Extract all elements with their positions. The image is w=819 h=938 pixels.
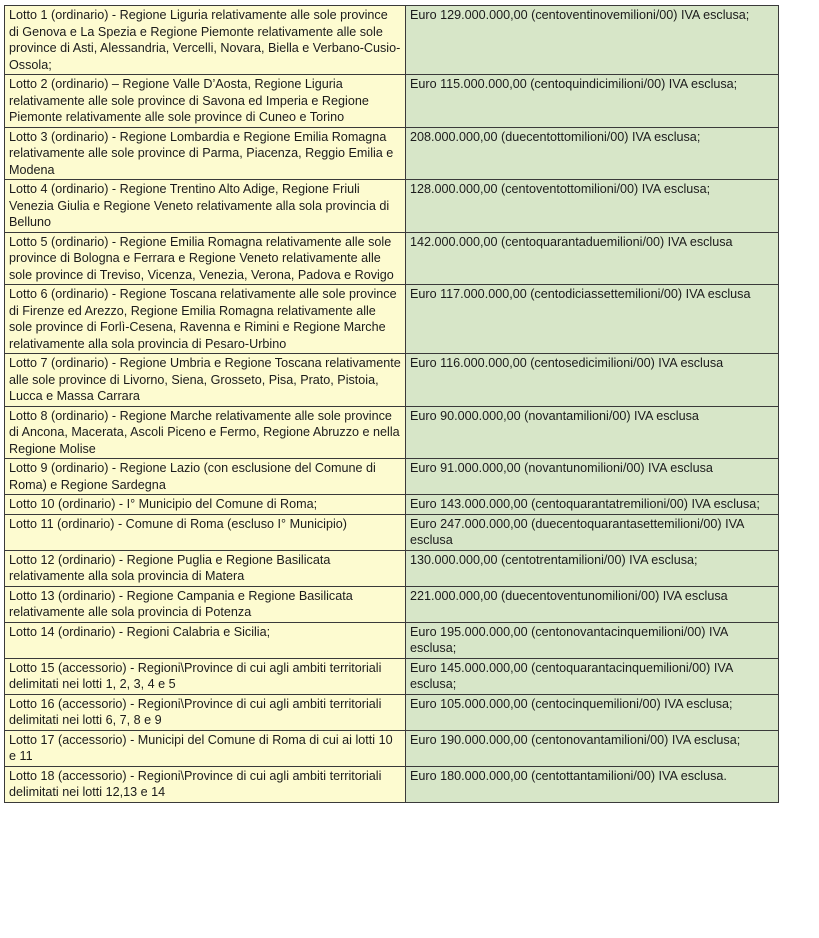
- table-row: [5, 127, 779, 180]
- table-row: [5, 232, 779, 285]
- table-row: [5, 766, 779, 802]
- lot-amount-cell: Euro 105.000.000,00 (centocinquemilioni/00) IVA esclusa;: [406, 694, 779, 730]
- lot-description-cell: Lotto 6 (ordinario) - Regione Toscana relativamente alle sole province di Firenze ed Arezzo, Regione Emilia Romagna relativamente alle sole province di Forlì-Cesena, Ravenna e Rimini e Regione Marche relativamente alla sola provincia di Pesaro-Urbino: [5, 285, 406, 354]
- lot-amount-cell: 130.000.000,00 (centotrentamilioni/00) IVA esclusa;: [406, 550, 779, 586]
- lot-description-cell: Lotto 8 (ordinario) - Regione Marche relativamente alle sole province di Ancona, Macerata, Ascoli Piceno e Fermo, Regione Abruzzo e nella Regione Molise: [5, 406, 406, 459]
- table-row: [5, 75, 779, 128]
- lot-description-cell: Lotto 1 (ordinario) - Regione Liguria relativamente alle sole province di Genova e La Spezia e Regione Piemonte relativamente alle sole province di Asti, Alessandria, Vercelli, Novara, Biella e Verbano-Cusio-Ossola;: [5, 6, 406, 75]
- lot-amount-cell: Euro 115.000.000,00 (centoquindicimilioni/00) IVA esclusa;: [406, 75, 779, 128]
- lot-description-cell: Lotto 10 (ordinario) - I° Municipio del Comune di Roma;: [5, 495, 406, 515]
- table-row: [5, 354, 779, 407]
- lot-description-cell: Lotto 18 (accessorio) - Regioni\Province di cui agli ambiti territoriali delimitati nei lotti 12,13 e 14: [5, 766, 406, 802]
- table-row: [5, 514, 779, 550]
- lot-amount-cell: Euro 116.000.000,00 (centosedicimilioni/00) IVA esclusa: [406, 354, 779, 407]
- lot-amount-cell: Euro 190.000.000,00 (centonovantamilioni/00) IVA esclusa;: [406, 730, 779, 766]
- lot-amount-cell: 128.000.000,00 (centoventottomilioni/00) IVA esclusa;: [406, 180, 779, 233]
- lot-amount-cell: 208.000.000,00 (duecentottomilioni/00) IVA esclusa;: [406, 127, 779, 180]
- table-row: [5, 730, 779, 766]
- table-row: [5, 459, 779, 495]
- lot-description-cell: Lotto 9 (ordinario) - Regione Lazio (con esclusione del Comune di Roma) e Regione Sardegna: [5, 459, 406, 495]
- table-row: [5, 586, 779, 622]
- lots-table: [4, 5, 779, 803]
- lot-description-cell: Lotto 12 (ordinario) - Regione Puglia e Regione Basilicata relativamente alla sola provincia di Matera: [5, 550, 406, 586]
- lot-amount-cell: 221.000.000,00 (duecentoventunomilioni/00) IVA esclusa: [406, 586, 779, 622]
- lot-amount-cell: 142.000.000,00 (centoquarantaduemilioni/00) IVA esclusa: [406, 232, 779, 285]
- lot-amount-cell: Euro 91.000.000,00 (novantunomilioni/00) IVA esclusa: [406, 459, 779, 495]
- table-row: [5, 694, 779, 730]
- lot-amount-cell: Euro 129.000.000,00 (centoventinovemilioni/00) IVA esclusa;: [406, 6, 779, 75]
- lot-description-cell: Lotto 7 (ordinario) - Regione Umbria e Regione Toscana relativamente alle sole province di Livorno, Siena, Grosseto, Pisa, Prato, Pistoia, Lucca e Massa Carrara: [5, 354, 406, 407]
- lot-description-cell: Lotto 17 (accessorio) - Municipi del Comune di Roma di cui ai lotti 10 e 11: [5, 730, 406, 766]
- lots-table-body: [5, 6, 779, 803]
- table-row: [5, 622, 779, 658]
- table-row: [5, 550, 779, 586]
- lot-description-cell: Lotto 2 (ordinario) – Regione Valle D’Aosta, Regione Liguria relativamente alle sole province di Savona ed Imperia e Regione Piemonte relativamente alle sole province di Cuneo e Torino: [5, 75, 406, 128]
- lot-description-cell: Lotto 5 (ordinario) - Regione Emilia Romagna relativamente alle sole province di Bologna e Ferrara e Regione Veneto relativamente alle sole province di Treviso, Vicenza, Venezia, Verona, Padova e Rovigo: [5, 232, 406, 285]
- lot-description-cell: Lotto 11 (ordinario) - Comune di Roma (escluso I° Municipio): [5, 514, 406, 550]
- lot-description-cell: Lotto 13 (ordinario) - Regione Campania e Regione Basilicata relativamente alle sola provincia di Potenza: [5, 586, 406, 622]
- lot-amount-cell: Euro 117.000.000,00 (centodiciassettemilioni/00) IVA esclusa: [406, 285, 779, 354]
- lot-amount-cell: Euro 143.000.000,00 (centoquarantatremilioni/00) IVA esclusa;: [406, 495, 779, 515]
- table-row: [5, 6, 779, 75]
- lot-description-cell: Lotto 4 (ordinario) - Regione Trentino Alto Adige, Regione Friuli Venezia Giulia e Regione Veneto relativamente alla sola provincia di Belluno: [5, 180, 406, 233]
- lot-amount-cell: Euro 145.000.000,00 (centoquarantacinquemilioni/00) IVA esclusa;: [406, 658, 779, 694]
- lot-amount-cell: Euro 90.000.000,00 (novantamilioni/00) IVA esclusa: [406, 406, 779, 459]
- lot-amount-cell: Euro 195.000.000,00 (centonovantacinquemilioni/00) IVA esclusa;: [406, 622, 779, 658]
- lot-description-cell: Lotto 3 (ordinario) - Regione Lombardia e Regione Emilia Romagna relativamente alle sole province di Parma, Piacenza, Reggio Emilia e Modena: [5, 127, 406, 180]
- table-row: [5, 406, 779, 459]
- lot-description-cell: Lotto 15 (accessorio) - Regioni\Province di cui agli ambiti territoriali delimitati nei lotti 1, 2, 3, 4 e 5: [5, 658, 406, 694]
- lot-description-cell: Lotto 16 (accessorio) - Regioni\Province di cui agli ambiti territoriali delimitati nei lotti 6, 7, 8 e 9: [5, 694, 406, 730]
- lot-amount-cell: Euro 247.000.000,00 (duecentoquarantasettemilioni/00) IVA esclusa: [406, 514, 779, 550]
- lot-description-cell: Lotto 14 (ordinario) - Regioni Calabria e Sicilia;: [5, 622, 406, 658]
- table-row: [5, 495, 779, 515]
- table-row: [5, 180, 779, 233]
- table-row: [5, 285, 779, 354]
- table-row: [5, 658, 779, 694]
- lot-amount-cell: Euro 180.000.000,00 (centottantamilioni/00) IVA esclusa.: [406, 766, 779, 802]
